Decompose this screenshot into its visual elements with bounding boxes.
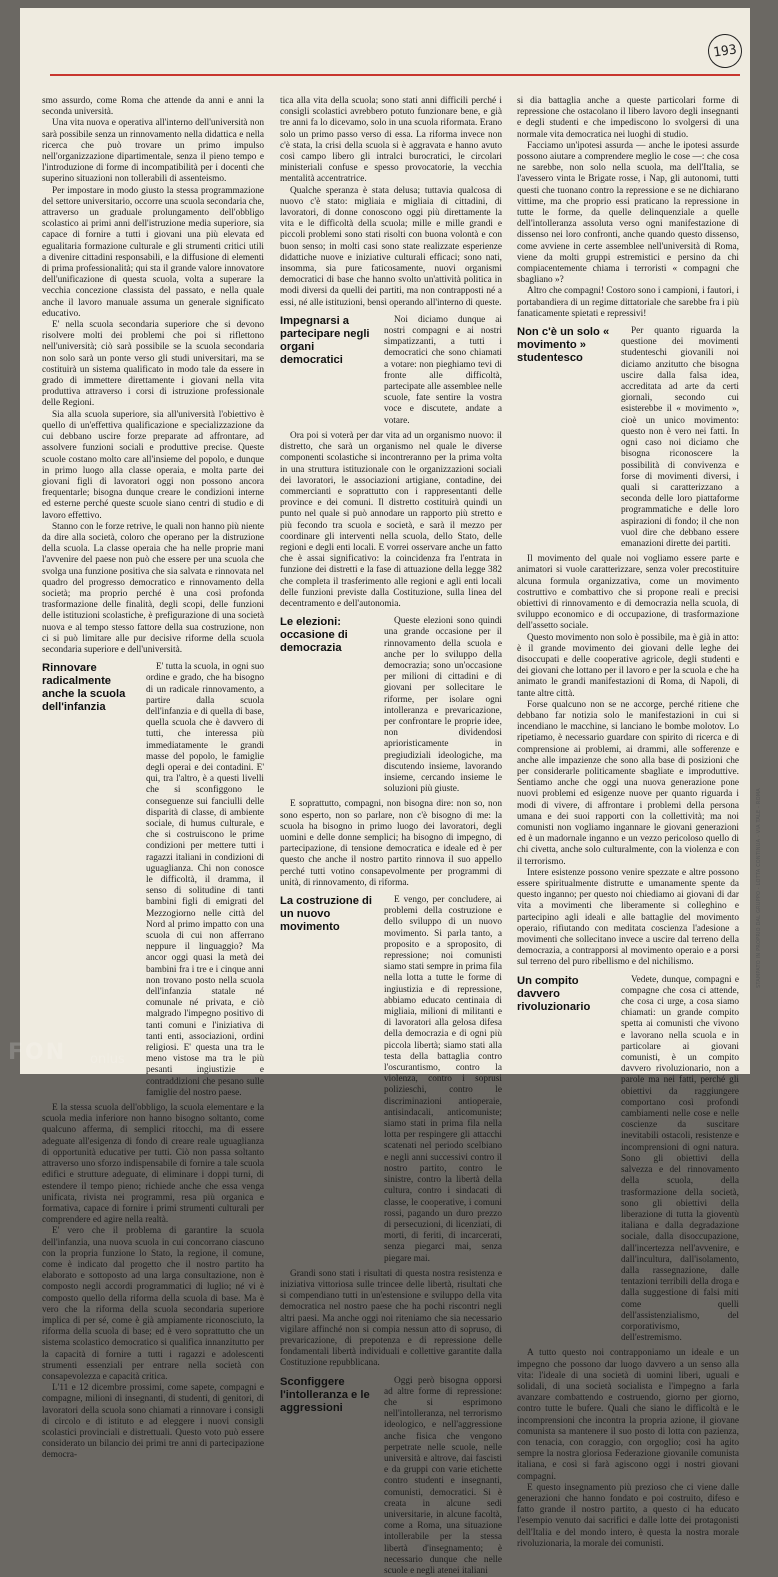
paragraph: Queste elezioni sono quindi una grande occasione per il rinnovamento della scuola e anche per lo sviluppo della democrazia; sono un'occasione per milioni di cittadini e di giovani per sollecitare le riforme, per isolare ogni intolleranza e prevaricazione, per confrontare le proprie idee, non dividendosi aprioristicamente in pregiudiziali ideologiche, ma discutendo insieme, lavorando insieme, cercando insieme le soluzioni più giuste.: [384, 616, 502, 795]
paragraph: Per impostare in modo giusto la stessa programmazione del settore universitario, occorre una scuola secondaria che, attraverso un graduale prolungamento dell'obbligo scolastico ai primi anni dell'istruzione media superiore, sia capace di fornire a tutti i giovani una più elevata ed egualitaria formazione culturale e gli strumenti critici utili a divenire cittadini responsabili, e la diffusione di elementi di prima professionalità; qui sta il grande valore innovatore dell'unificazione di questa scuola, volta a superare la vecchia concezione classista del passato, e nella quale anche il lavoro manuale assuma un generale significato educativo.: [42, 185, 264, 319]
paragraph: Questo movimento non solo è possibile, ma è già in atto: è il grande movimento dei giovani delle leghe dei disoccupati e delle cooperative agricole, degli studenti e dei giovani che lottano per il lavoro e per la scuola e che ha animato le grandi manifestazioni di Roma, di Napoli, di tante altre città.: [517, 632, 739, 699]
header-rule: [50, 74, 740, 76]
paragraph: Vedete, dunque, compagni e compagne che cosa ci attende, che cosa ci urge, a cosa siamo chiamati: un grande compito spetta ai comunisti che vivono e lavorano nella scuola e in particolare ai giovani comunisti, è un compito davvero rivoluzionario, non a parole ma nei fatti, perché gli obiettivi da raggiungere comportano così profondi cambiamenti nelle cose e nelle coscienze da suscitare inevitabili ostacoli, resistenze e incomprensioni di ogni natura. Sono gli obiettivi della salvezza e del rinnovamento della scuola, della trasformazione della società, sono gli obiettivi della liberazione di tutta la gioventù italiana e dalla degradazione sociale, dalla disoccupazione, dall'incertezza nell'avvenire, e dall'incultura, dall'isolamento, dalla rassegnazione, dalle tentazioni terribili della droga e dalla suggestione di falsi miti come quelli dell'assistenzialismo, del corporativismo, dell'estremismo.: [621, 974, 739, 1344]
watermark-text: onlus: [90, 1052, 125, 1067]
column-3: [517, 96, 739, 1549]
paragraph: Ora poi si voterà per dar vita ad un organismo nuovo: il distretto, che sarà un organismo nel quale le diverse componenti scolastiche si incontreranno per la prima volta in una struttura istituzionale con le organizzazioni sociali dei lavoratori, le associazioni artigiane, contadine, dei commercianti e soprattutto con i rappresentanti delle province e dei comuni. Il distretto costituirà quindi un punto nel quale si può annodare un rapporto più stretto e più fecondo tra scuola e società, e sarà il mezzo per coordinare gli interventi nella scuola, dello Stato, delle regioni e degli enti locali. E vorrei osservare anche un fatto che è assai significativo: la coincidenza fra l'entrata in funzione dei distretti e la fase di attuazione della legge 382 che completa il trasferimento alle regioni e agli enti locali delle funzioni previste dalla Costituzione, sulla linea del decentramento e dell'autonomia.: [280, 430, 502, 609]
paragraph: E' tutta la scuola, in ogni suo ordine e grado, che ha bisogno di un radicale rinnovamento, a partire dalla scuola dell'infanzia e di quella di base, quella scuola che è davvero di tutti, che interessa più immediatamente le grandi masse del popolo, le famiglie degli operai e dei contadini. E' qui, tra l'altro, è a questi livelli che si sconfiggono le conseguenze sui fanciulli delle disparità di classe, di ambiente sociale, di humus culturale, e che si costruiscono le prime condizioni per mettere tutti i ragazzi italiani in condizioni di uguaglianza. Chi non conosce le difficoltà, il dramma, il senso di solitudine di tanti bambini figli di emigrati del Mezzogiorno nelle città del Nord al primo impatto con una scuola di cui non afferrano neppure il linguaggio? Ma ancor oggi quasi la metà dei bambini fra i tre e i cinque anni non trovano posto nella scuola dell'infanzia statale né comunale né privata, e ciò malgrado l'impegno positivo di tanti comuni e l'iniziativa di tanti enti, associazioni, ordini religiosi. E' questa una tra le meno vistose ma tra le più pesanti ingiustizie e contraddizioni che pesano sulle famiglie del nostro paese.: [146, 662, 264, 1098]
section-block: [280, 616, 502, 795]
paragraph: tica alla vita della scuola; sono stati anni difficili perché i consigli scolastici avrebbero potuto funzionare bene, e già tre anni fa lo dicevamo, solo in una scuola riformata. Erano solo un primo passo verso di essa. La riforma invece non c'è stata, la crisi della scuola si è aggravata e hanno avuto così campo libero gli intralci burocratici, le circolari ministeriali confuse e spesso provocatorie, la vecchia mentalità accentratrice.: [280, 96, 502, 185]
paragraph: Sia alla scuola superiore, sia all'università l'obiettivo è quello di un'effettiva qualificazione e specializzazione da cui debbano uscire forze preparate ad affrontare, ad assolvere funzioni sociali e produttive precise. Queste scuole costano molto care all'insieme del popolo, e dunque in primo luogo alla classe operaia, e molta parte dei giovani figli di lavoratori oggi non possono ancora frequentarle; bisogna dunque creare le condizioni interne ed esterne perché queste scuole siano centri di studio e di lavoro effettivo.: [42, 409, 264, 521]
paragraph: E vengo, per concludere, ai problemi della costruzione e dello sviluppo di un nuovo movimento. Si parla tanto, a proposito e a sproposito, di repressione; noi comunisti siamo stati sempre in prima fila nella lotta a tutte le forme di ingiustizia e di repressione, abbiamo educato centinaia di migliaia, milioni di militanti e di lavoratori alla gelosa difesa della democrazia e di ogni più piccola libertà; siamo stati alla testa della battaglia contro l'oscurantismo, contro la violenza, contro i soprusi polizieschi, contro le discriminazioni antioperaie, antisindacali, anticomuniste; siamo stati in prima fila nella lotta per respingere gli attacchi scatenati nel periodo scelbiano e negli anni successivi contro il nostro partito, contro le sinistre, contro la libertà della cultura, contro i sindacati di classe, le cooperative, i comuni rossi, pagando un duro prezzo di persecuzioni, di licenziati, di morti, di feriti, di incarcerati, senza piegarci mai, senza piegare mai.: [384, 895, 502, 1264]
paragraph: Noi diciamo dunque ai nostri compagni e ai nostri simpatizzanti, a tutti i democratici che sono chiamati a votare: non pieghiamo tevi di fronte alle difficoltà, partecipate alle assemblee nelle scuole, fate sentire la vostra voce e discutete, andate a votare.: [384, 314, 502, 426]
section-block: [280, 315, 502, 427]
paragraph: E questo insegnamento più prezioso che ci viene dalle generazioni che hanno fondato e poi costruito, difeso e fatto grande il nostro partito, a questo ci ha educato l'esempio venuto dai sacrifici e dalle lotte dei protagonisti dell'Italia e del mondo intero, è questa la nostra morale rivoluzionaria, la morale dei comunisti.: [517, 1482, 739, 1549]
section-heading: Rinnovare radicalmente anche la scuola dell'infanzia: [42, 662, 126, 714]
paragraph: A tutto questo noi contrapponiamo un ideale e un impegno che possono dar luogo davvero a un senso alla vita: l'ideale di una società di uomini liberi, uguali e solidali, di una società socialista e l'impegno a farla avanzare combattendo e costruendo, giorno per giorno, contro tutte le bufere. Quali che siano le difficoltà e le incomprensioni che incontra la propria azione, il giovane comunista sa mantenere il suo posto di lotta con pazienza, con tenacia, con coraggio, con orgoglio; così ha agito sempre la nostra gloriosa Federazione giovanile comunista italiana, e così si farà agiscono oggi i nostri giovani compagni.: [517, 1348, 739, 1482]
paragraph: Una vita nuova e operativa all'interno dell'università non sarà possibile senza un rinnovamento nella didattica e nella ricerca che può trovare un primo impulso nell'organizzazione dipartimentale, senza il pieno tempo e l'introduzione di forme di incompatibilità per i docenti che superino situazioni non tollerabili di assenteismo.: [42, 118, 264, 185]
section-heading: Le elezioni: occasione di democrazia: [280, 616, 348, 655]
paragraph: Forse qualcuno non se ne accorge, perché ritiene che debbano far notizia solo le manifestazioni in cui si incendiano le macchine, si lanciano le bombe molotov. Lo ripetiamo, è necessario guardare con spirito di ricerca e di comprensione ai problemi, ai drammi, alle sofferenze e anche alle impazienze che sono alla base di posizioni che per considerarle politicamente sbagliate e improduttive. Sentiamo anche che oggi una nuova generazione pone nuovi problemi ed esigenze nuove per quanto riguarda i modi di vivere, di affrontare i problemi della persona umana e dei suoi rapporti con la collettività; ma noi comunisti non vogliamo ingannare le giovani generazioni ed è un madornale inganno e un vezzo pericoloso quello di chi civetta, anche solo culturalmente, con la violenza e con il terrorismo.: [517, 699, 739, 867]
paragraph: E soprattutto, compagni, non bisogna dire: non so, non sono esperto, non so parlare, non c'è bisogno di me: la scuola ha bisogno in primo luogo dei lavoratori, degli uomini e delle donne semplici; ha bisogno di impegno, di partecipazione, di tensione democratica e ideale ed è per questo che anche il nostro partito rinnova il suo appello perché tutti votino consapevolmente per programmi di unità, di rinnovamento, di riforma.: [280, 799, 502, 888]
section-block: [42, 662, 264, 1099]
paragraph: Per quanto riguarda la questione dei movimenti studenteschi giovanili noi diciamo anzitutto che bisogna uscire dalla falsa idea, accreditata ad arte da certi giornali, secondo cui esisterebbe il « movimento », cioè un unico movimento: questo non è vero nei fatti. In ogni caso noi diciamo che bisogna riconoscere la possibilità di convivenza e forse di movimenti diversi, i quali si caratterizzano a seconda delle loro piattaforme programmatiche e delle loro aspirazioni di fondo; il che non vuol dire che debbano essere emanazioni dirette dei partiti.: [621, 326, 739, 549]
paragraph: Grandi sono stati i risultati di questa nostra resistenza e iniziativa vittoriosa sulle trincee delle libertà, risultati che si compendiano tutti in un'estensione e sviluppo della vita democratica nel nostro paese che ha pochi riscontri negli altri paesi. Ma anche oggi noi riteniamo che sia necessario vigilare affinché non si compia nessun atto di sopruso, di prevaricazione, di prepotenza e di repressione delle fondamentali libertà individuali e collettive garantite dalla Costituzione repubblicana.: [280, 1268, 502, 1369]
section-heading: La costruzione di un nuovo movimento: [280, 895, 372, 934]
section-block: [517, 975, 739, 1345]
paragraph: E la stessa scuola dell'obbligo, la scuola elementare e la scuola media inferiore non hanno bisogno soltanto, come qualcuno afferma, di semplici ritocchi, ma di essere adeguate all'esigenza di fondo di creare reale uguaglianza di opportunità educative per tutti. Ciò non passa soltanto attraverso uno sforzo indispensabile di fornire a tale scuola edifici e strutture adeguate, di eliminare i doppi turni, di estendere il tempo pieno; richiede anche che essa venga unificata, rivista nei programmi, resa più organica e formativa, capace di fornire i primi strumenti culturali per comprendere ed agire nella realtà.: [42, 1103, 264, 1226]
paragraph: E' nella scuola secondaria superiore che si devono risolvere molti dei problemi che poi si riflettono nell'università; ciò sarà possibile se la scuola secondaria non solo sarà un ponte verso gli studi universitari, ma se costituirà un sistema qualificato in modo tale da essere in grado di immettere direttamente i giovani nella vita produttiva attraverso i corsi di istruzione professionale delle Regioni.: [42, 320, 264, 409]
section-heading: Sconfiggere l'intolleranza e le aggressioni: [280, 1375, 370, 1414]
watermark-logo: FON: [8, 1040, 67, 1065]
section-heading: Non c'è un solo « movimento » studentesco: [517, 326, 610, 365]
paragraph: Il movimento del quale noi vogliamo essere parte e animatori si vuole caratterizzare, senza voler precostituire alcuna formula organizzativa, come un movimento costruttivo e combattivo che si propone reali e precisi obiettivi di rinnovamento e di democrazia nella scuola, di sviluppo economico e di occupazione, di trasformazione dell'assetto sociale.: [517, 554, 739, 632]
section-block: [280, 895, 502, 1265]
printer-imprint: STAMPATO IN PROPRIO DAL GRUPPO - LOTTA CONTINUA - VIA TALE - ROMA: [756, 788, 762, 988]
page-number-stamp: 193: [706, 32, 744, 70]
paragraph: Altro che compagni! Costoro sono i campioni, i fautori, i portabandiera di un regime dittatoriale che sarebbe fra i più fanaticamente spietati e repressivi!: [517, 286, 739, 319]
paragraph: smo assurdo, come Roma che attende da anni e anni la seconda università.: [42, 96, 264, 118]
column-2: [280, 96, 502, 1576]
section-block: [517, 326, 739, 550]
paragraph: Facciamo un'ipotesi assurda — anche le ipotesi assurde possono aiutare a comprendere meglio le cose —: che cosa ne sarebbe, non solo nella scuola, ma dell'Italia, se l'avessero vinta le Brigate rosse, i Nap, gli autonomi, tutti questi che tuonano contro la repressione e se ne dichiarano vittime, ma che proprio essi praticano la repressione in tutte le forme, da quelle delinquenziale a quelle dell'intolleranza assoluta verso ogni manifestazione di dissenso nei loro confronti, anche quando questo dissenso, come avviene in certe assemblee nell'università di Roma, viene da molti gruppi estremistici e persino da chi compiacentemente chiama i terroristi « compagni che sbagliano »?: [517, 140, 739, 286]
paragraph: Oggi però bisogna opporsi ad altre forme di repressione: che si esprimono nell'intolleranza, nel terrorismo ideologico, e nell'aggressione anche fisica che vengono perpetrate nelle scuole, nelle università e altrove, dai fascisti e da gruppi con varie etichette contro studenti e insegnanti, comunisti, democratici. Si è creata in alcune sedi universitarie, in alcune facoltà, come a Roma, una situazione intollerabile per la stessa libertà d'insegnamento; è necessario dunque che nelle scuole e negli atenei italiani: [384, 1375, 502, 1576]
paragraph: L'11 e 12 dicembre prossimi, come sapete, compagni e compagne, milioni di insegnanti, di studenti, di genitori, di lavoratori della scuola sono chiamati a rinnovare i consigli di circolo e di istituto e ad eleggere i nuovi consigli scolastici provinciali e distrettuali. Questo voto può essere considerato un bilancio dei primi tre anni di partecipazione democra-: [42, 1383, 264, 1461]
section-heading: Impegnarsi a partecipare negli organi democratici: [280, 314, 370, 366]
paragraph: E' vero che il problema di garantire la scuola dell'infanzia, una nuova scuola in cui concorrano ciascuno con la propria funzione lo Stato, la regione, il comune, come è indicato dal progetto che il nostro partito ha elaborato e sottoposto ad una larga consultazione, non è composto negli accordi programmatici di luglio; né vi è composto quello della riforma della scuola di base. Ma è vero che la riforma della scuola secondaria superiore implica di per sé, come è già ampiamente riconosciuto, la riforma della scuola di base; ed è vero soprattutto che un sistema scolastico democratico si qualifica innanzitutto per la capacità di fornire a tutti i ragazzi e adolescenti strumenti essenziali per entrare nella società con consapevolezza e capacità critica.: [42, 1226, 264, 1382]
column-1: [42, 96, 264, 1461]
paragraph: Qualche speranza è stata delusa; tuttavia qualcosa di nuovo c'è stato: migliaia e migliaia di cittadini, di lavoratori, di donne conoscono oggi più direttamente la vita e le difficoltà della scuola; mille e mille grandi e piccoli problemi sono stati risolti con buona volontà e con buon senso; in molti casi sono state realizzate esperienze didattiche nuove e iniziative culturali efficaci; sono nati, insomma, sia pure faticosamente, nuovi organismi democratici di base che hanno svolto un'attività politica in modi diversi da quelli dei partiti, ma non contrapposti né a essi, né alle istituzioni, bensì operando all'interno di queste.: [280, 185, 502, 308]
paragraph: si dia battaglia anche a queste particolari forme di repressione che ostacolano il libero lavoro degli insegnanti e degli studenti e che impediscono lo svolgersi di una normale vita democratica nei luoghi di studio.: [517, 96, 739, 140]
section-heading: Un compito davvero rivoluzionario: [517, 974, 591, 1013]
document-page: [20, 8, 762, 1576]
paragraph: Stanno con le forze retrive, le quali non hanno più niente da dire alla società, coloro che operano per la distruzione della scuola. La classe operaia che ha nelle proprie mani l'avvenire del paese non può che essere per una scuola che svolga una funzione positiva che sia salvata e rinnovata nel quadro del progresso democratico e rinnovamento della società; ma proprio perché è una così profonda trasformazione delle finalità, degli scopi, delle funzioni delle istituzioni scolastiche, è prefigurazione di una società nuova e al tempo stesso fattore della sua costruzione, non ci si può limitare alle pur decisive riforme della scuola secondaria superiore e dell'università.: [42, 521, 264, 655]
paragraph: Intere esistenze possono venire spezzate e altre possono essere spiritualmente distrutte e umanamente spente da questo inganno; per questo noi chiediamo ai giovani di dar vita a movimenti che liberamente si colleghino e partecipino agli ideali e alle battaglie del movimento operaio, rifiutando con meditata coscienza l'adesione a movimenti che sollecitano invece a uscire dal terreno della democrazia, a contrapporsi al movimento operaio e a porsi sul terreno del puro ribellismo e del nichilismo.: [517, 867, 739, 968]
section-block: [280, 1376, 502, 1577]
